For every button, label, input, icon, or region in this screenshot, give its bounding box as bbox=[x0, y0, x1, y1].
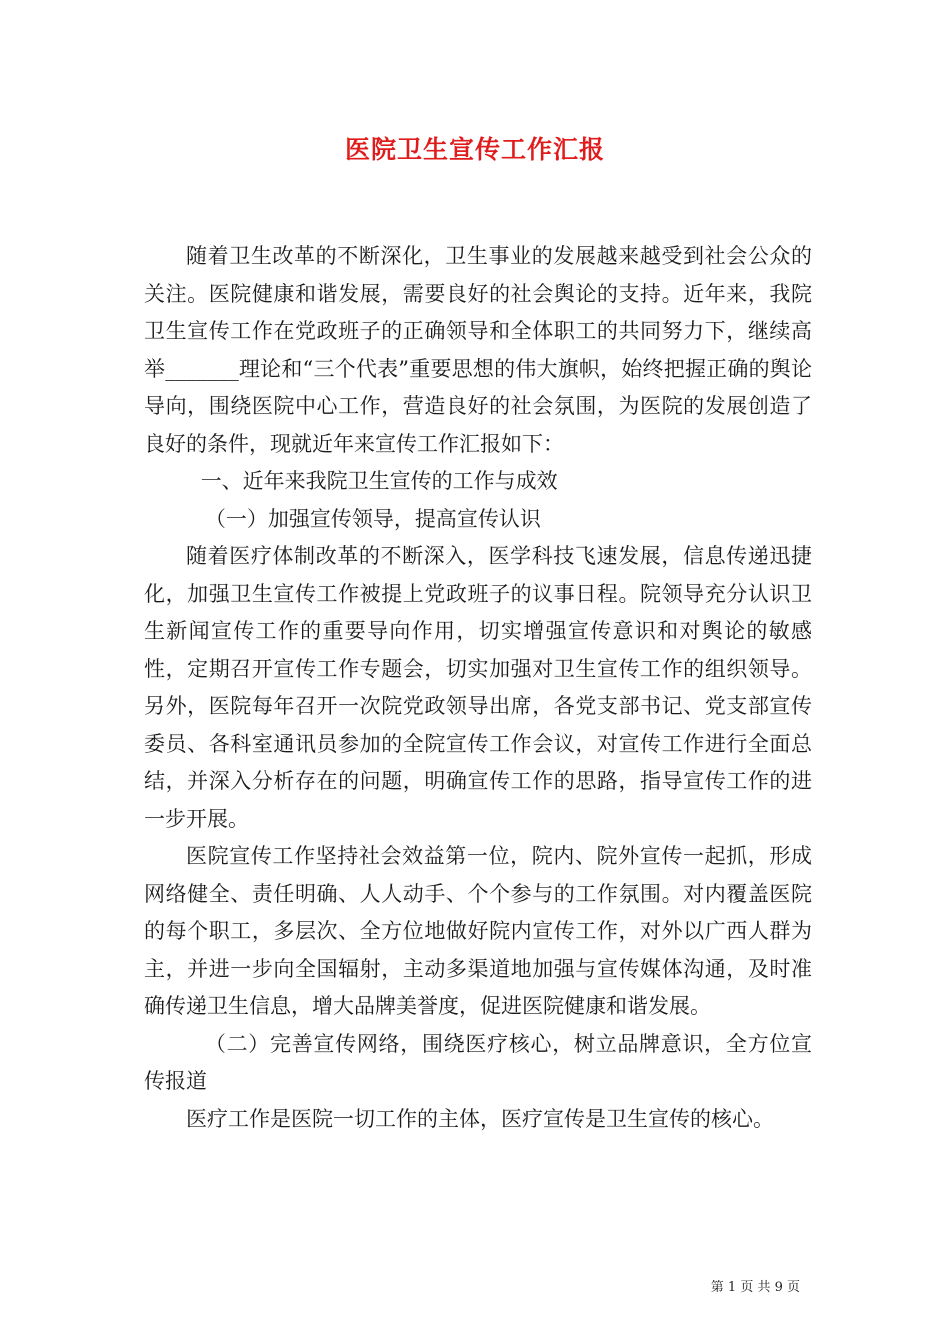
page-indicator: 第 1 页 共 9 页 bbox=[710, 1280, 800, 1295]
paragraph-social-benefit: 医院宣传工作坚持社会效益第一位，院内、院外宣传一起抓，形成网络健全、责任明确、人人动手、个个参与的工作氛围。对内覆盖医院的每个职工，多层次、全方位地做好院内宣传工作，对外以广西人群为主，并进一步向全国辐射，主动多渠道地加强与宣传媒体沟通，及时准确传递卫生信息，增大品牌美誉度，促进医院健康和谐发展。 bbox=[144, 844, 812, 1018]
paragraph-leadership: 随着医疗体制改革的不断深入，医学科技飞速发展，信息传递迅捷化，加强卫生宣传工作被提上党政班子的议事日程。院领导充分认识卫生新闻宣传工作的重要导向作用，切实增强宣传意识和对舆论的敏感性，定期召开宣传工作专题会，切实加强对卫生宣传工作的组织领导。另外，医院每年召开一次院党政领导出席，各党支部书记、党支部宣传委员、各科室通讯员参加的全院宣传工作会议，对宣传工作进行全面总结，并深入分析存在的问题，明确宣传工作的思路，指导宣传工作的进一步开展。 bbox=[144, 544, 812, 831]
document-body bbox=[144, 238, 812, 1138]
paragraph-medical-core: 医疗工作是医院一切工作的主体，医疗宣传是卫生宣传的核心。 bbox=[186, 1106, 774, 1131]
subsection-heading-2: （二）完善宣传网络，围绕医疗核心，树立品牌意识，全方位宣传报道 bbox=[144, 1031, 812, 1093]
section-heading-1: 一、近年来我院卫生宣传的工作与成效 bbox=[200, 469, 558, 493]
document-title: 医院卫生宣传工作汇报 bbox=[344, 135, 605, 164]
paragraph-intro: 随着卫生改革的不断深化，卫生事业的发展越来越受到社会公众的关注。医院健康和谐发展，需要良好的社会舆论的支持。近年来，我院卫生宣传工作在党政班子的正确领导和全体职工的共同努力下，继续高举_______理论和“三个代表”重要思想的伟大旗帜，始终把握正确的舆论导向，围绕医院中心工作，营造良好的社会氛围，为医院的发展创造了良好的条件，现就近年来宣传工作汇报如下： bbox=[144, 244, 812, 456]
subsection-heading-1: （一）加强宣传领导，提高宣传认识 bbox=[204, 506, 541, 531]
